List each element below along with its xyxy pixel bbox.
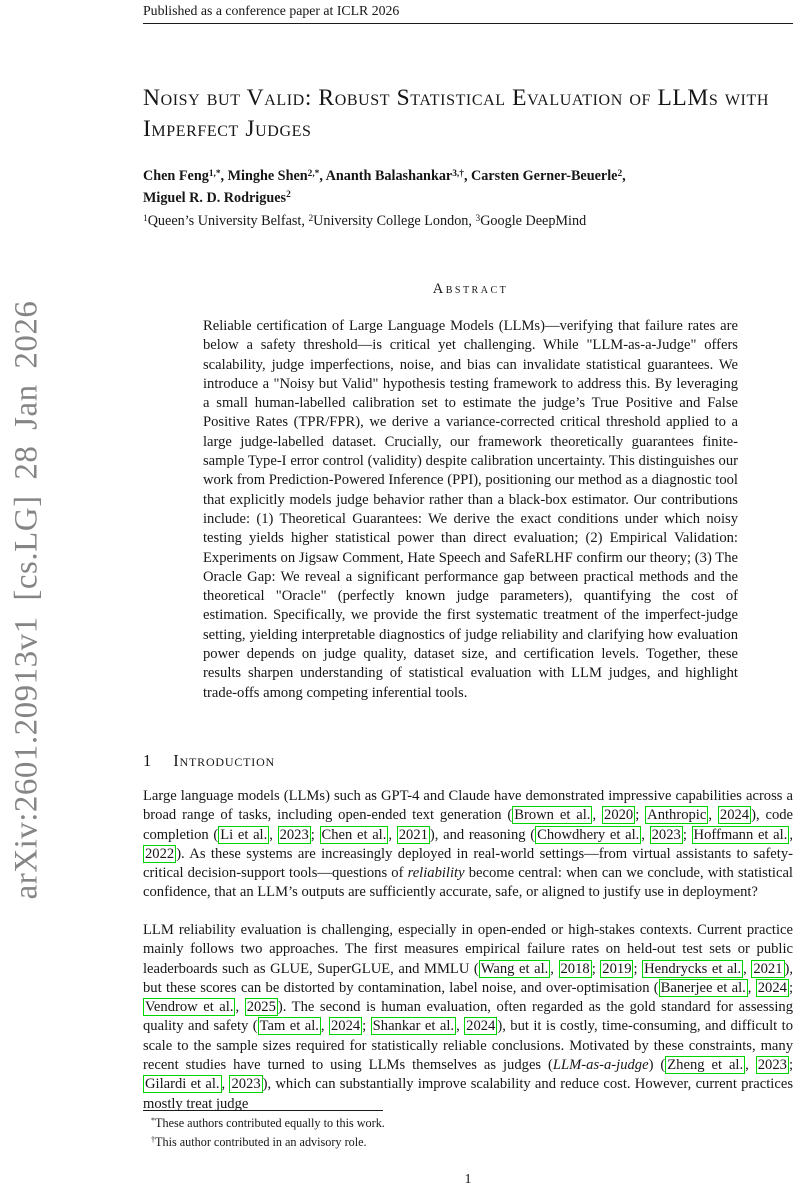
- section-title: Introduction: [173, 751, 276, 770]
- text-segment: LLM reliability evaluation is challenging, especially in open-ended or high-stakes contexts. Current practice mainly follows two approaches. The first measures empirical failure rates on held-out test sets or public leaderboards such as GLUE, SuperGLUE, and MMLU (: [143, 922, 793, 977]
- abstract-text: Reliable certification of Large Language Models (LLMs)—verifying that failure rates are below a safety threshold—is critical yet challenging. While "LLM-as-a-Judge" offers scalability, judge imperfections, noise, and bias can invalidate statistical guarantees. We introduce a "Noisy but Valid" hypothesis testing framework to address this. By leveraging a small human-labelled calibration set to estimate the judge’s True Positive and False Positive Rates (TPR/FPR), we derive a variance-corrected critical threshold applied to a large judge-labelled dataset. Crucially, our framework theoretically guarantees finite-sample Type-I error control (validity) despite calibration uncertainty. This distinguishes our work from Prediction-Powered Inference (PPI), positioning our method as a diagnostic tool that explicitly models judge behavior rather than a black-box estimator. Our contributions include: (1) Theoretical Guarantees: We derive the exact conditions under which noisy testing yields higher statistical power than direct evaluation; (2) Empirical Validation: Experiments on Jigsaw Comment, Hate Speech and SafeRLHF confirm our theory; (3) The Oracle Gap: We reveal a significant performance gap between practical methods and the theoretical "Oracle" (perfectly known judge parameters), quantifying the cost of estimation. Specifically, we provide the first systematic treatment of the imperfect-judge setting, yielding interpretable diagnostics of judge reliability and clarifying how evaluation power depends on judge quality, dataset size, and certification levels. Together, these results sharpen understanding of statistical evaluation with LLM judges, and highlight trade-offs among competing inferential tools.: [203, 318, 738, 701]
- text-segment: Large language models (LLMs) such as GPT-4 and Claude have demonstrated impressive capabilities across a broad range of tasks, including open-ended text generation (: [143, 788, 793, 824]
- text-segment: ,: [550, 960, 559, 977]
- text-segment: ;: [591, 960, 601, 977]
- text-segment: ,: [456, 1018, 465, 1035]
- footnote-advisory-role: [143, 1134, 793, 1153]
- text-segment: ,: [745, 1057, 756, 1074]
- citation-link[interactable]: 2023: [231, 1076, 261, 1093]
- section-heading-introduction: [143, 751, 275, 771]
- citation-link[interactable]: Vendrow et al.: [145, 999, 234, 1016]
- text-segment: Chen Feng: [143, 168, 209, 184]
- text-segment: These authors contributed equally to this work.: [155, 1116, 385, 1130]
- text-segment: ;: [362, 1018, 371, 1035]
- text-segment: reliability: [407, 865, 465, 882]
- citation-link[interactable]: 2019: [602, 960, 632, 977]
- text-segment: ,: [708, 807, 718, 824]
- text-segment: University College London,: [313, 213, 476, 229]
- text-segment: , Carsten Gerner-Beuerle: [463, 168, 618, 184]
- author-line-2: [143, 189, 793, 211]
- text-segment: ,: [320, 1018, 329, 1035]
- citation-link[interactable]: 2023: [651, 826, 681, 843]
- citation-link[interactable]: Hendrycks et al.: [644, 960, 742, 977]
- text-segment: become central: when can we conclude, with statistical confidence, that an LLM’s outputs are sufficiently accurate, safe, or aligned to justify use in deployment?: [143, 865, 793, 901]
- conference-header: Published as a conference paper at ICLR 2026: [143, 3, 793, 24]
- text-segment: 2: [617, 168, 623, 179]
- paper-title: Noisy but Valid: Robust Statistical Evaluation of LLMs with Imperfect Judges: [143, 85, 770, 142]
- text-segment: 2: [286, 190, 291, 201]
- text-segment: ,: [592, 807, 603, 824]
- text-segment: ,: [641, 826, 650, 843]
- text-segment: ), but it is costly, time-consuming, and difficult to scale to the sample sizes required for statistically reliable conclusions. Motivated by these constraints, many recent studies have turned to using LLMs themselves as judges (: [143, 1018, 793, 1074]
- citation-link[interactable]: 2025: [246, 999, 276, 1016]
- text-segment: ,: [235, 999, 245, 1016]
- citation-link[interactable]: 2021: [753, 960, 783, 977]
- text-segment: LLM-as-a-judge: [552, 1057, 649, 1074]
- citation-link[interactable]: Zheng et al.: [667, 1057, 744, 1074]
- text-segment: ), but these scores can be distorted by contamination, label noise, and over-optimisation (: [143, 960, 794, 996]
- intro-paragraph-2: [143, 921, 793, 1114]
- text-segment: ;: [788, 1057, 793, 1074]
- citation-link[interactable]: 2020: [604, 807, 634, 824]
- text-segment: ;: [635, 807, 646, 824]
- text-segment: , Minghe Shen: [220, 168, 308, 184]
- citation-link[interactable]: 2024: [330, 1018, 361, 1035]
- text-segment: ). As these systems are increasingly deployed in real-world settings—from virtual assistants to safety-critical decision-support tools—questions of: [143, 845, 793, 882]
- citation-link[interactable]: 2024: [757, 979, 787, 996]
- text-segment: †: [151, 1134, 156, 1144]
- text-segment: ), code completion (: [143, 807, 794, 843]
- arxiv-watermark: arXiv:2601.20913v1 [cs.LG] 28 Jan 2026: [8, 300, 45, 900]
- text-segment: Google DeepMind: [480, 213, 587, 229]
- text-segment: Queen’s University Belfast,: [147, 213, 309, 229]
- text-segment: ,: [747, 979, 756, 996]
- text-segment: Miguel R. D. Rodrigues: [143, 189, 287, 206]
- author-block: [143, 167, 793, 234]
- section-number: 1: [143, 751, 152, 770]
- abstract-heading: Abstract: [432, 281, 509, 297]
- text-segment: 1: [143, 213, 148, 224]
- text-segment: 3,†: [452, 168, 464, 179]
- author-line-1: [143, 167, 793, 189]
- citation-link[interactable]: Shankar et al.: [372, 1018, 455, 1035]
- footnote-rule: [143, 1110, 383, 1111]
- footnote-equal-contribution: [143, 1115, 793, 1134]
- text-segment: ;: [788, 979, 793, 996]
- footnote-block: [143, 1110, 793, 1152]
- text-segment: ,: [622, 168, 626, 184]
- citation-link[interactable]: Wang et al.: [480, 960, 549, 977]
- citation-link[interactable]: Banerjee et al.: [660, 979, 746, 996]
- citation-link[interactable]: Gilardi et al.: [145, 1076, 220, 1093]
- citation-link[interactable]: Hoffmann et al.: [693, 826, 788, 843]
- text-segment: ,: [388, 826, 397, 843]
- citation-link[interactable]: Li et al.: [220, 826, 268, 843]
- text-segment: ), and reasoning (: [429, 826, 536, 843]
- text-segment: ), which can substantially improve scalability and reduce cost. However, current practices mostly treat judge: [143, 1076, 793, 1112]
- affiliations: [143, 212, 793, 234]
- citation-link[interactable]: Anthropic: [647, 807, 707, 824]
- text-segment: ) (: [648, 1057, 666, 1074]
- text-segment: 2: [308, 213, 314, 224]
- citation-link[interactable]: 2018: [560, 960, 590, 977]
- citation-link[interactable]: 2023: [279, 826, 309, 843]
- citation-link[interactable]: 2024: [466, 1018, 496, 1035]
- text-segment: ;: [633, 960, 643, 977]
- text-segment: 1,*: [208, 168, 221, 179]
- text-segment: ;: [310, 826, 320, 843]
- text-segment: 3: [475, 213, 481, 224]
- intro-paragraph-1: [143, 787, 793, 903]
- citation-link[interactable]: 2022: [145, 845, 175, 862]
- citation-link[interactable]: 2023: [757, 1057, 787, 1074]
- text-segment: ,: [269, 826, 278, 843]
- citation-link[interactable]: 2021: [398, 826, 428, 843]
- text-segment: ;: [682, 826, 692, 843]
- text-segment: ,: [789, 826, 793, 843]
- text-segment: ,: [743, 960, 752, 977]
- text-segment: This author contributed in an advisory role.: [155, 1134, 367, 1149]
- citation-link[interactable]: 2024: [719, 807, 750, 824]
- text-segment: *: [151, 1116, 156, 1126]
- text-segment: 2,*: [307, 168, 320, 179]
- citation-link[interactable]: Chen et al.: [321, 826, 387, 843]
- text-segment: ,: [221, 1076, 230, 1093]
- citation-link[interactable]: Tam et al.: [259, 1018, 319, 1035]
- citation-link[interactable]: Brown et al.: [514, 807, 591, 824]
- citation-link[interactable]: Chowdhery et al.: [537, 826, 640, 843]
- page-number: 1: [464, 1172, 472, 1187]
- text-segment: , Ananth Balashankar: [319, 168, 453, 184]
- text-segment: ). The second is human evaluation, often regarded as the gold standard for assessing quality and safety (: [143, 999, 793, 1035]
